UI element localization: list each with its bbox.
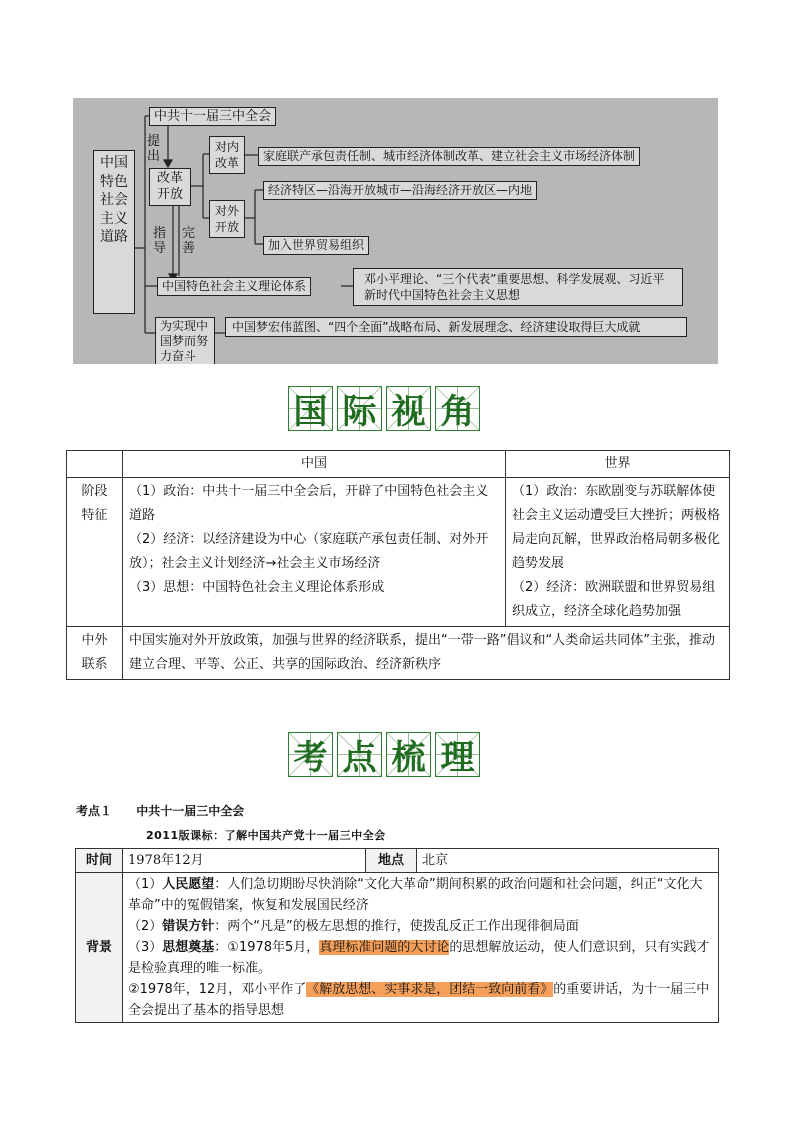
bg2-text: ：两个“凡是”的极左思想的推行，使拨乱反正工作出现徘徊局面: [214, 919, 579, 934]
time-value: 1978年12月: [123, 849, 366, 873]
banner-intl-view: [288, 386, 480, 431]
table-row: [76, 873, 719, 1023]
banner-key-points: [288, 732, 480, 777]
keypoint-heading: [76, 802, 244, 819]
table-row: [67, 627, 730, 680]
bg4-text-a: ②1978年，12月，邓小平作了: [128, 982, 307, 997]
keypoint-table: [75, 848, 719, 1023]
mindmap-root: 中国特色社会主义道路: [93, 150, 135, 314]
place-label: 地点: [366, 849, 417, 873]
banner-char: 梳: [386, 732, 431, 777]
background-item-4: [128, 979, 713, 1021]
table-header-world: 世界: [506, 451, 730, 478]
mindmap-reform-open: 改革开放: [149, 168, 191, 206]
china-thought: （3）思想：中国特色社会主义理论体系形成: [129, 580, 385, 595]
banner-char: 际: [337, 386, 382, 431]
banner-char: 视: [386, 386, 431, 431]
mindmap-label-zhidao: 指导: [153, 226, 167, 256]
bg2-prefix: （2）: [128, 919, 163, 934]
background-item-3: [128, 937, 713, 979]
table-header-row: [67, 451, 730, 478]
mindmap-opening: 对外开放: [209, 200, 245, 238]
bg1-key: 人民愿望: [162, 877, 215, 892]
row-head-link-text: 中外联系: [81, 633, 108, 672]
mindmap-photo: [73, 98, 718, 364]
bg1-prefix: （1）: [128, 877, 163, 892]
table-header-china: 中国: [123, 451, 506, 478]
mindmap-label-tichu: 提出: [147, 134, 161, 164]
curriculum-standard: 2011版课标：了解中国共产党十一届三中全会: [146, 829, 386, 842]
background-item-1: [128, 874, 713, 916]
table-row: [76, 849, 719, 873]
table-row: [67, 478, 730, 627]
mindmap-dream-detail: 中国梦宏伟蓝图、“四个全面”战略布局、新发展理念、经济建设取得巨大成就: [225, 317, 687, 337]
mindmap-plenum: 中共十一届三中全会: [149, 107, 276, 126]
china-world-link-cell: 中国实施对外开放政策，加强与世界的经济联系，提出“一带一路”倡议和“人类命运共同体”主张，推动建立合理、平等、公正、共享的国际政治、经济新秩序: [123, 627, 730, 680]
keypoint-title: 中共十一届三中全会: [136, 804, 245, 818]
china-stage-cell: [123, 478, 506, 627]
banner-char: 点: [337, 732, 382, 777]
world-economy: （2）经济：欧洲联盟和世界贸易组织成立，经济全球化趋势加强: [512, 580, 716, 619]
banner-char: 国: [288, 386, 333, 431]
bg2-key: 错误方针: [162, 919, 215, 934]
intl-comparison-table: [66, 450, 730, 680]
bg3-text-b: 的思想解放运动，使人们意识到，只有实践才是检验真理的唯一标准。: [128, 940, 710, 976]
time-label: 时间: [76, 849, 123, 873]
bg4-text-b: 的重要讲话，为十一届三中全会提出了基本的指导思想: [128, 982, 710, 1018]
china-economy: （2）经济：以经济建设为中心（家庭联产承包责任制、对外开放）；社会主义计划经济→社会主义市场经济: [129, 532, 489, 571]
banner-char: 考: [288, 732, 333, 777]
mindmap-theory: 中国特色社会主义理论体系: [157, 277, 311, 296]
china-politics: （1）政治：中共十一届三中全会后，开辟了中国特色社会主义道路: [129, 484, 489, 523]
row-head-link: [67, 627, 123, 680]
row-head-stage: [67, 478, 123, 627]
mindmap-label-wanshan: 完善: [182, 226, 196, 256]
mindmap-opening-detail-2: 加入世界贸易组织: [263, 236, 369, 255]
mindmap-domestic-detail: 家庭联产承包责任制、城市经济体制改革、建立社会主义市场经济体制: [258, 147, 640, 166]
bg1-text: ：人们急切期盼尽快消除“文化大革命”期间积累的政治问题和社会问题，纠正“文化大革命”中的冤假错案，恢复和发展国民经济: [128, 877, 703, 913]
world-politics: （1）政治：东欧剧变与苏联解体使社会主义运动遭受巨大挫折；两极格局走向瓦解，世界政治格局朝多极化趋势发展: [512, 484, 721, 571]
background-label: 背景: [76, 873, 123, 1023]
banner-char: 理: [435, 732, 480, 777]
mindmap-domestic-reform: 对内改革: [209, 136, 245, 174]
bg3-highlight: 真理标准问题的大讨论: [319, 940, 450, 955]
background-item-2: [128, 916, 713, 937]
bg3-prefix: （3）: [128, 940, 163, 955]
banner-char: 角: [435, 386, 480, 431]
background-cell: [123, 873, 719, 1023]
mindmap-dream: 为实现中国梦而努力奋斗: [155, 317, 215, 364]
place-value: 北京: [417, 849, 719, 873]
bg4-highlight: 《解放思想、实事求是，团结一致向前看》: [306, 982, 554, 997]
bg3-key: 思想奠基: [162, 940, 215, 955]
mindmap-opening-detail-1: 经济特区—沿海开放城市—沿海经济开放区—内地: [263, 181, 537, 200]
keypoint-number: 考点１: [76, 804, 113, 818]
table-header-empty: [67, 451, 123, 478]
mindmap-theory-detail: 邓小平理论、“三个代表”重要思想、科学发展观、习近平新时代中国特色社会主义思想: [353, 268, 683, 306]
world-stage-cell: [506, 478, 730, 627]
bg3-text-a: ：①1978年5月，: [214, 940, 320, 955]
row-head-stage-text: 阶段特征: [81, 484, 108, 523]
